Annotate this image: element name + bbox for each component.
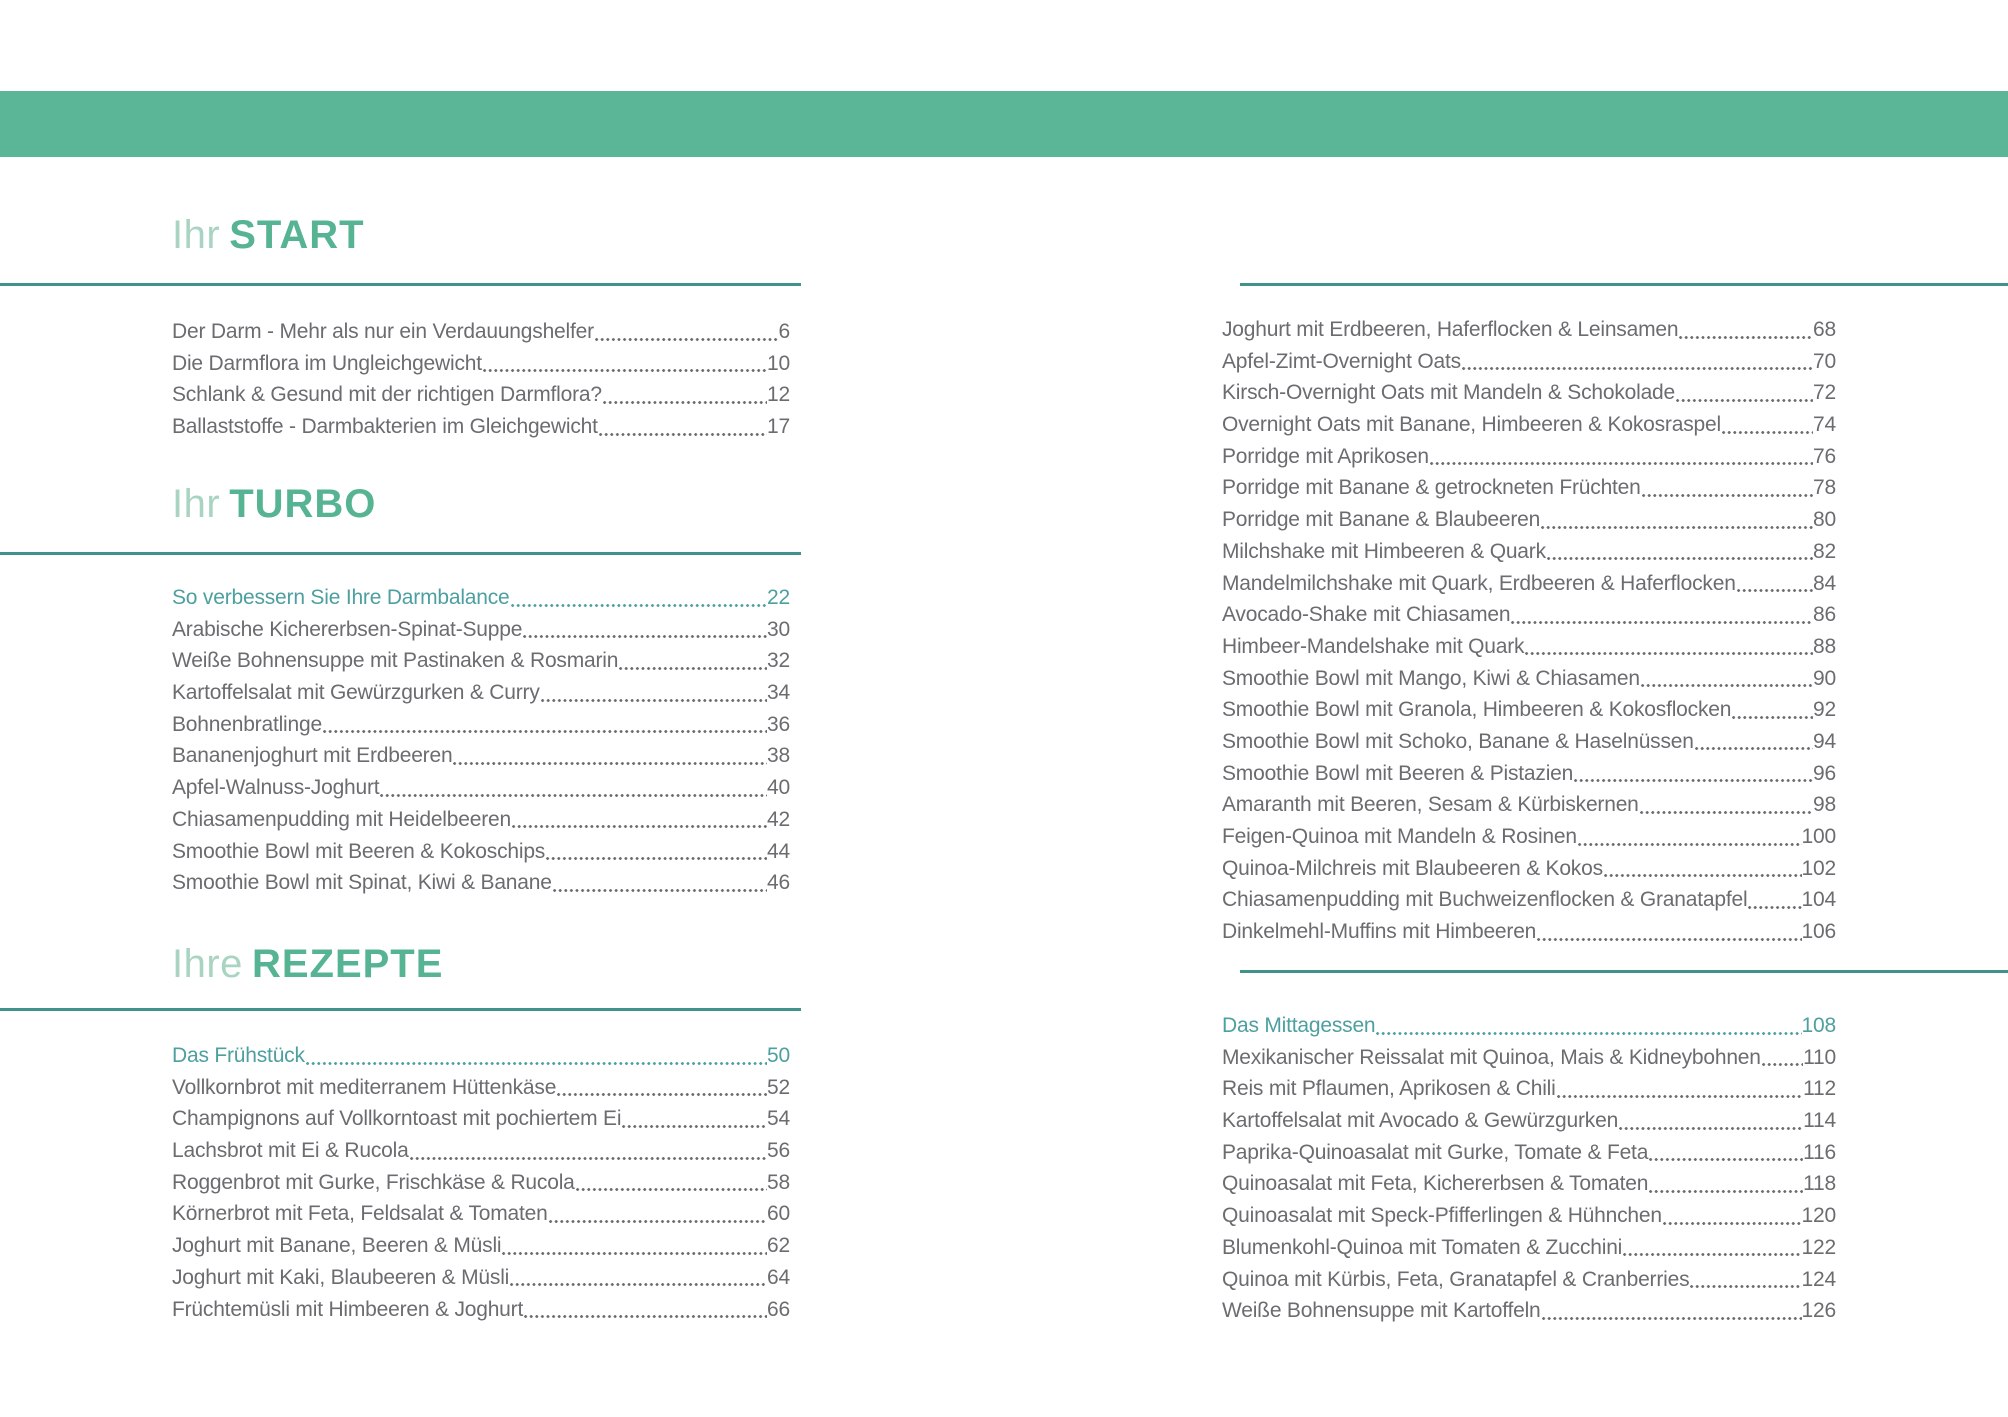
toc-entry — [1222, 694, 1836, 726]
toc-entry-label: Porridge mit Banane & Blaubeeren — [1222, 508, 1541, 532]
toc-entry — [172, 645, 790, 677]
toc-entry-label: Der Darm - Mehr als nur ein Verdauungshelfer — [172, 320, 594, 343]
toc-entry — [172, 772, 790, 804]
dot-leader — [1511, 621, 1813, 624]
toc-entry — [172, 582, 790, 614]
toc-entry — [1222, 789, 1836, 821]
toc-entry-label: Ballaststoffe - Darmbakterien im Gleichgewicht — [172, 415, 598, 439]
toc-entry-label: Overnight Oats mit Banane, Himbeeren & Kokosraspel — [1222, 413, 1721, 437]
toc-entry-label: Quinoasalat mit Feta, Kichererbsen & Tomaten — [1222, 1172, 1649, 1196]
toc-entry-label: Dinkelmehl-Muffins mit Himbeeren — [1222, 920, 1537, 944]
toc-entry-page: 82 — [1813, 539, 1836, 563]
toc-entry — [1222, 1073, 1836, 1105]
toc-entry — [172, 1167, 790, 1199]
toc-entry-page: 32 — [767, 649, 790, 673]
toc-entry-label: Joghurt mit Erdbeeren, Haferflocken & Leinsamen — [1222, 318, 1679, 341]
toc-entry — [1222, 536, 1836, 568]
toc-entry — [1222, 409, 1836, 441]
toc-entry-label: Chiasamenpudding mit Heidelbeeren — [172, 807, 511, 831]
dot-leader — [1641, 684, 1813, 687]
dot-leader — [599, 433, 767, 436]
toc-entry-label: Bananenjoghurt mit Erdbeeren — [172, 744, 453, 768]
toc-entry — [172, 867, 790, 899]
dot-leader — [483, 369, 767, 372]
dot-leader — [323, 730, 767, 733]
divider-rule — [0, 552, 801, 555]
toc-entry — [172, 1198, 790, 1230]
toc-entry-page: 112 — [1803, 1077, 1836, 1101]
dot-leader — [1537, 938, 1801, 941]
dot-leader — [306, 1062, 767, 1065]
heading-title: TURBO — [229, 482, 377, 526]
toc-entry-page: 30 — [767, 617, 790, 641]
toc-entry — [1222, 1264, 1836, 1296]
toc-entry-label: Smoothie Bowl mit Spinat, Kiwi & Banane — [172, 871, 552, 895]
toc-list-turbo — [172, 582, 790, 899]
dot-leader — [1623, 1253, 1801, 1256]
toc-entry-label: Porridge mit Aprikosen — [1222, 444, 1429, 468]
toc-entry — [1222, 1168, 1836, 1200]
toc-entry-label: Smoothie Bowl mit Beeren & Kokoschips — [172, 839, 546, 863]
toc-entry-page: 96 — [1813, 761, 1836, 785]
dot-leader — [1547, 557, 1813, 560]
toc-entry — [1222, 1042, 1836, 1074]
toc-entry-label: Mandelmilchshake mit Quark, Erdbeeren & Haferflocken — [1222, 571, 1736, 595]
toc-entry — [172, 836, 790, 868]
toc-entry-page: 100 — [1801, 825, 1836, 848]
toc-entry — [1222, 599, 1836, 631]
toc-entry — [1222, 884, 1836, 916]
dot-leader — [1695, 747, 1813, 750]
toc-entry-label: Champignons auf Vollkorntoast mit pochiertem Ei — [172, 1107, 622, 1131]
dot-leader — [1619, 1127, 1803, 1130]
toc-entry-page: 86 — [1813, 603, 1836, 627]
dot-leader — [1525, 652, 1813, 655]
toc-entry-label: Quinoa mit Kürbis, Feta, Granatapfel & Cranberries — [1222, 1267, 1690, 1291]
dot-leader — [1574, 779, 1813, 782]
toc-entry-label: Apfel-Walnuss-Joghurt — [172, 776, 380, 800]
toc-entry-page: 116 — [1803, 1140, 1836, 1164]
divider-rule — [0, 283, 801, 286]
toc-entry-label: Himbeer-Mandelshake mit Quark — [1222, 634, 1525, 658]
toc-list-start — [172, 316, 790, 443]
toc-entry-label: Quinoa-Milchreis mit Blaubeeren & Kokos — [1222, 856, 1603, 880]
toc-entry-page: 122 — [1801, 1235, 1836, 1259]
toc-entry-page: 92 — [1813, 698, 1836, 722]
dot-leader — [1762, 1063, 1803, 1066]
toc-entry-label: Bohnenbratlinge — [172, 712, 322, 736]
dot-leader — [1722, 431, 1813, 434]
toc-entry-page: 68 — [1813, 318, 1836, 341]
toc-entry-label: Die Darmflora im Ungleichgewicht — [172, 351, 482, 375]
toc-entry — [1222, 1295, 1836, 1327]
toc-entry — [1222, 916, 1836, 948]
toc-entry-label: Quinoasalat mit Speck-Pfifferlingen & Hühnchen — [1222, 1204, 1662, 1228]
toc-entry-label: Smoothie Bowl mit Schoko, Banane & Haselnüssen — [1222, 729, 1694, 753]
toc-entry-page: 80 — [1813, 508, 1836, 532]
toc-entry — [1222, 1010, 1836, 1042]
toc-entry-page: 44 — [767, 839, 790, 863]
section-heading-start — [172, 213, 365, 257]
dot-leader — [511, 604, 767, 607]
toc-entry — [1222, 1200, 1836, 1232]
toc-entry — [1222, 1105, 1836, 1137]
toc-list-rezepte — [172, 1040, 790, 1325]
toc-entry-label: Kartoffelsalat mit Avocado & Gewürzgurken — [1222, 1109, 1619, 1133]
toc-entry — [172, 804, 790, 836]
toc-entry-page: 106 — [1801, 920, 1836, 944]
toc-entry-page: 70 — [1813, 349, 1836, 373]
toc-entry — [1222, 314, 1836, 346]
dot-leader — [576, 1188, 767, 1191]
toc-entry — [172, 348, 790, 380]
dot-leader — [1604, 874, 1802, 877]
toc-entry-page: 58 — [767, 1170, 790, 1194]
toc-entry-page: 36 — [767, 712, 790, 736]
toc-entry-label: Kartoffelsalat mit Gewürzgurken & Curry — [172, 681, 540, 705]
dot-leader — [512, 825, 767, 828]
toc-entry — [1222, 346, 1836, 378]
dot-leader — [603, 401, 767, 404]
toc-entry-label: Blumenkohl-Quinoa mit Tomaten & Zucchini — [1222, 1235, 1623, 1259]
toc-entry-label: Früchtemüsli mit Himbeeren & Joghurt — [172, 1297, 524, 1321]
toc-entry-page: 84 — [1813, 571, 1836, 595]
toc-entry-page: 34 — [767, 681, 790, 705]
toc-entry — [1222, 631, 1836, 663]
dot-leader — [595, 338, 779, 341]
heading-prefix: Ihre — [172, 942, 243, 986]
toc-entry — [1222, 758, 1836, 790]
toc-entry-page: 124 — [1801, 1267, 1836, 1291]
dot-leader — [1376, 1032, 1801, 1035]
dot-leader — [1732, 716, 1813, 719]
toc-entry-label: Weiße Bohnensuppe mit Kartoffeln — [1222, 1299, 1541, 1323]
toc-entry-label: Reis mit Pflaumen, Aprikosen & Chili — [1222, 1077, 1556, 1101]
toc-entry-label: Porridge mit Banane & getrockneten Früchten — [1222, 476, 1641, 500]
dot-leader — [1748, 906, 1801, 909]
toc-entry-label: Smoothie Bowl mit Mango, Kiwi & Chiasamen — [1222, 666, 1640, 690]
toc-list-breakfast-continued — [1222, 314, 1836, 948]
heading-prefix: Ihr — [172, 482, 221, 526]
toc-entry — [1222, 504, 1836, 536]
toc-entry — [1222, 853, 1836, 885]
dot-leader — [1663, 1222, 1802, 1225]
dot-leader — [1578, 843, 1802, 846]
toc-entry-page: 110 — [1803, 1045, 1836, 1069]
dot-leader — [1541, 526, 1813, 529]
toc-entry-page: 54 — [767, 1107, 790, 1131]
divider-rule — [1240, 970, 2008, 973]
toc-entry-page: 108 — [1801, 1014, 1836, 1037]
toc-entry — [172, 1262, 790, 1294]
toc-entry-page: 50 — [767, 1044, 790, 1067]
toc-entry-page: 22 — [767, 586, 790, 609]
toc-entry-page: 60 — [767, 1202, 790, 1226]
dot-leader — [1430, 462, 1813, 465]
toc-entry — [1222, 1137, 1836, 1169]
toc-entry — [172, 411, 790, 443]
toc-entry-page: 17 — [767, 415, 790, 439]
dot-leader — [1542, 1317, 1802, 1320]
toc-entry-label: Schlank & Gesund mit der richtigen Darmflora? — [172, 383, 602, 407]
toc-entry — [172, 740, 790, 772]
toc-entry-page: 120 — [1801, 1204, 1836, 1228]
dot-leader — [622, 1125, 767, 1128]
toc-entry-page: 40 — [767, 776, 790, 800]
dot-leader — [502, 1252, 767, 1255]
toc-entry-label: Roggenbrot mit Gurke, Frischkäse & Rucola — [172, 1170, 575, 1194]
toc-entry — [1222, 663, 1836, 695]
toc-entry — [1222, 821, 1836, 853]
toc-entry-label: Paprika-Quinoasalat mit Gurke, Tomate & Feta — [1222, 1140, 1649, 1164]
toc-entry-page: 52 — [767, 1075, 790, 1099]
section-heading-turbo — [172, 482, 376, 526]
toc-entry-page: 72 — [1813, 381, 1836, 405]
dot-leader — [1642, 494, 1813, 497]
dot-leader — [619, 667, 767, 670]
toc-entry-page: 104 — [1801, 888, 1836, 912]
dot-leader — [549, 1220, 767, 1223]
dot-leader — [1679, 336, 1813, 339]
toc-entry-page: 74 — [1813, 413, 1836, 437]
toc-entry-page: 94 — [1813, 729, 1836, 753]
toc-list-lunch — [1222, 1010, 1836, 1327]
divider-rule — [0, 1008, 801, 1011]
dot-leader — [1462, 367, 1813, 370]
toc-entry-page: 56 — [767, 1139, 790, 1163]
toc-entry-label: Apfel-Zimt-Overnight Oats — [1222, 349, 1461, 373]
toc-entry-label: Lachsbrot mit Ei & Rucola — [172, 1139, 409, 1163]
toc-entry-label: Joghurt mit Banane, Beeren & Müsli — [172, 1234, 502, 1258]
dot-leader — [1737, 589, 1813, 592]
toc-entry-label: Joghurt mit Kaki, Blaubeeren & Müsli — [172, 1265, 510, 1289]
dot-leader — [380, 794, 767, 797]
toc-entry — [172, 1072, 790, 1104]
toc-entry-page: 98 — [1813, 793, 1836, 817]
toc-entry-label: Kirsch-Overnight Oats mit Mandeln & Schokolade — [1222, 381, 1676, 405]
toc-entry-page: 118 — [1803, 1172, 1836, 1196]
divider-rule — [1240, 283, 2008, 286]
dot-leader — [1649, 1190, 1803, 1193]
toc-entry — [1222, 472, 1836, 504]
toc-entry-page: 64 — [767, 1265, 790, 1289]
heading-prefix: Ihr — [172, 213, 221, 257]
accent-bar — [0, 91, 2008, 157]
dot-leader — [524, 1315, 767, 1318]
dot-leader — [453, 762, 767, 765]
toc-entry-page: 10 — [767, 351, 790, 375]
heading-title: START — [229, 213, 365, 257]
toc-entry-page: 90 — [1813, 666, 1836, 690]
dot-leader — [510, 1283, 767, 1286]
toc-entry-page: 62 — [767, 1234, 790, 1258]
dot-leader — [541, 699, 767, 702]
toc-entry-label: Avocado-Shake mit Chiasamen — [1222, 603, 1511, 627]
toc-entry-page: 126 — [1801, 1299, 1836, 1323]
toc-entry — [172, 1040, 790, 1072]
toc-entry-page: 6 — [778, 320, 790, 343]
section-heading-rezepte — [172, 942, 443, 986]
toc-entry-label: Körnerbrot mit Feta, Feldsalat & Tomaten — [172, 1202, 548, 1226]
toc-entry — [172, 1103, 790, 1135]
toc-entry — [172, 379, 790, 411]
toc-entry — [172, 677, 790, 709]
toc-entry-label: Das Frühstück — [172, 1044, 305, 1067]
toc-entry-label: Feigen-Quinoa mit Mandeln & Rosinen — [1222, 825, 1577, 848]
heading-title: REZEPTE — [251, 942, 444, 986]
toc-entry-page: 42 — [767, 807, 790, 831]
dot-leader — [557, 1093, 767, 1096]
toc-entry-page: 46 — [767, 871, 790, 895]
toc-entry-label: Amaranth mit Beeren, Sesam & Kürbiskernen — [1222, 793, 1639, 817]
toc-entry-label: Smoothie Bowl mit Beeren & Pistazien — [1222, 761, 1574, 785]
toc-entry — [172, 1135, 790, 1167]
toc-entry-label: So verbessern Sie Ihre Darmbalance — [172, 586, 510, 609]
toc-entry — [172, 614, 790, 646]
toc-entry-page: 102 — [1801, 856, 1836, 880]
toc-entry-page: 114 — [1803, 1109, 1836, 1133]
toc-entry — [172, 1294, 790, 1326]
toc-entry-label: Arabische Kichererbsen-Spinat-Suppe — [172, 617, 523, 641]
dot-leader — [1690, 1285, 1801, 1288]
toc-entry-page: 12 — [767, 383, 790, 407]
toc-entry — [1222, 441, 1836, 473]
toc-entry-page: 66 — [767, 1297, 790, 1321]
toc-entry — [1222, 1232, 1836, 1264]
toc-entry-label: Das Mittagessen — [1222, 1014, 1376, 1037]
dot-leader — [553, 889, 767, 892]
toc-entry — [172, 1230, 790, 1262]
dot-leader — [410, 1157, 767, 1160]
toc-entry — [172, 709, 790, 741]
toc-entry-page: 38 — [767, 744, 790, 768]
toc-entry-label: Milchshake mit Himbeeren & Quark — [1222, 539, 1546, 563]
toc-entry — [1222, 568, 1836, 600]
toc-entry-label: Vollkornbrot mit mediterranem Hüttenkäse — [172, 1075, 557, 1099]
toc-entry-label: Chiasamenpudding mit Buchweizenflocken & Granatapfel — [1222, 888, 1748, 912]
dot-leader — [523, 635, 767, 638]
toc-entry-page: 76 — [1813, 444, 1836, 468]
toc-entry — [1222, 377, 1836, 409]
toc-entry-label: Weiße Bohnensuppe mit Pastinaken & Rosmarin — [172, 649, 619, 673]
dot-leader — [1640, 811, 1813, 814]
dot-leader — [1649, 1158, 1803, 1161]
toc-entry-label: Smoothie Bowl mit Granola, Himbeeren & Kokosflocken — [1222, 698, 1732, 722]
toc-entry-page: 78 — [1813, 476, 1836, 500]
dot-leader — [1557, 1095, 1804, 1098]
dot-leader — [1676, 399, 1813, 402]
toc-entry-label: Mexikanischer Reissalat mit Quinoa, Mais & Kidneybohnen — [1222, 1045, 1761, 1069]
toc-entry — [172, 316, 790, 348]
toc-entry — [1222, 726, 1836, 758]
toc-entry-page: 88 — [1813, 634, 1836, 658]
dot-leader — [546, 857, 767, 860]
